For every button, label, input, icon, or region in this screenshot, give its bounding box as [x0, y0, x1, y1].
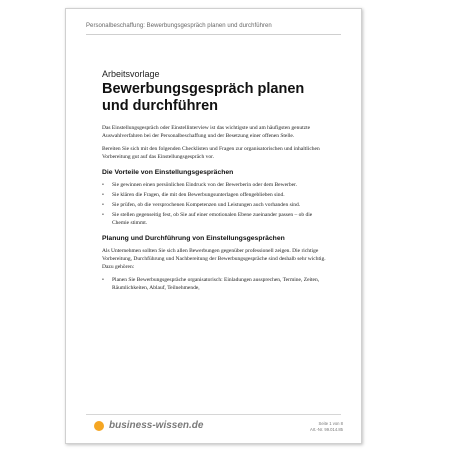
list-item: • Sie gewinnen einen persönlichen Eindruck von der Bewerberin oder dem Bewerber.: [102, 182, 297, 188]
running-header: Personalbeschaffung: Bewerbungsgespräch planen und durchführen: [86, 23, 272, 29]
advantages-list: [102, 181, 330, 227]
bullet-icon: •: [102, 277, 104, 283]
section-heading-planning: Planung und Durchführung von Einstellungsgesprächen: [102, 235, 285, 242]
intro-paragraph-2: Bereiten Sie sich mit den folgenden Checklisten und Fragen zur organisatorischen und inhaltlichen Vorbereitung gut auf das Einstellungsgespräch vor.: [102, 146, 320, 160]
bullet-icon: •: [102, 192, 104, 198]
planning-list: [102, 276, 330, 292]
planning-paragraph: Als Unternehmen sollten Sie sich allen Bewerbungen gegenüber professionell zeigen. Die richtige Vorbereitung, Durchführung und Nachbereitung der Bewerbungsgespräche sind deshalb sehr wichtig. Dazu gehören:: [102, 248, 326, 270]
document-type-label: Arbeitsvorlage: [102, 69, 160, 79]
logo-text: business-wissen.de: [109, 420, 204, 431]
list-item: • Sie prüfen, ob die versprochenen Kompetenzen und Leistungen auch vorhanden sind.: [102, 202, 301, 208]
brand-logo: [94, 420, 203, 431]
document-page: [65, 8, 362, 444]
document-body: [102, 124, 330, 294]
list-item: • Sie klären die Fragen, die mit den Bewerbungsunterlagen offengeblieben sind.: [102, 192, 285, 198]
article-number: Art.-Nr. 99.014.85: [309, 427, 343, 432]
section-heading-advantages: Die Vorteile von Einstellungsgesprächen: [102, 169, 234, 176]
logo-dot-icon: [94, 421, 104, 431]
intro-paragraph-1: Das Einstellungsgespräch oder Einstellinterview ist das wichtigste und am häufigsten genutzte Auswahlverfahren bei der Personalbeschaffung und der Besetzung einer offenen Stelle.: [102, 125, 311, 139]
header-divider: [86, 34, 341, 35]
document-title: Bewerbungsgespräch planen und durchführen: [102, 81, 305, 114]
bullet-icon: •: [102, 202, 104, 208]
bullet-icon: •: [102, 212, 104, 218]
footer-meta: [310, 421, 343, 433]
bullet-icon: •: [102, 182, 104, 188]
page-number: Seite 1 von 8: [318, 421, 343, 426]
footer-divider: [86, 414, 341, 415]
list-item: • Planen Sie Bewerbungsgespräche organisatorisch: Einladungen aussprechen, Termine, Zeiten, Räumlichkeiten, Ablauf, Teilnehmende,: [102, 277, 320, 291]
list-item: • Sie stellen gegenseitig fest, ob Sie auf einer emotionalen Ebene zueinander passen – ob die Chemie stimmt.: [102, 212, 313, 226]
